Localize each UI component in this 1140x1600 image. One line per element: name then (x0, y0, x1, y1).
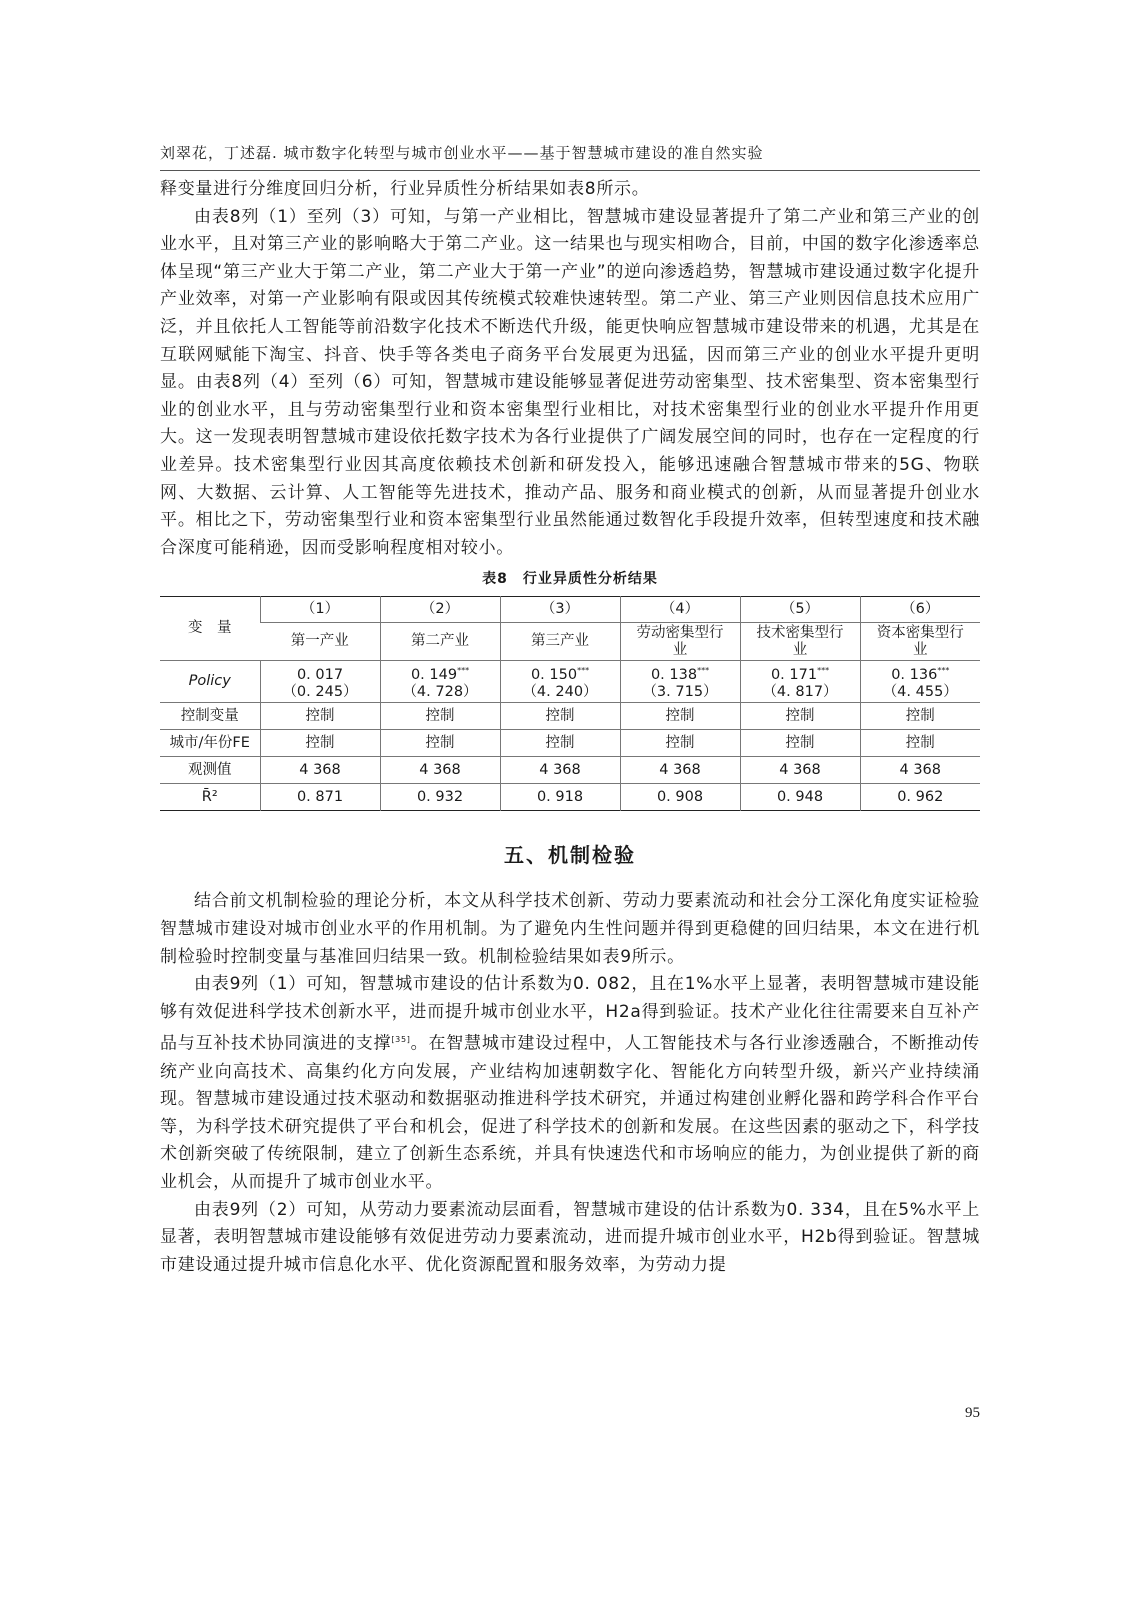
table-cell: 4 368 (740, 757, 860, 784)
table-cell: 4 368 (620, 757, 740, 784)
policy-cell (860, 661, 980, 703)
paragraph-h2a (160, 971, 980, 1196)
table-cell: 4 368 (500, 757, 620, 784)
table-caption: 表8 行业异质性分析结果 (482, 571, 658, 588)
table-cell: 4 368 (860, 757, 980, 784)
table-cell: 控制 (740, 703, 860, 730)
sig: *** (457, 666, 470, 676)
variable-header: 变 量 (188, 620, 232, 637)
coef: 0. 150 (530, 667, 578, 684)
table-cell: 0. 908 (620, 784, 740, 811)
t-stat: （4. 817） (762, 684, 838, 701)
table-cell: 4 368 (380, 757, 500, 784)
table-cell: 控制 (500, 703, 620, 730)
row-label: 城市/年份FE (169, 734, 250, 751)
col-num: （6） (860, 597, 980, 623)
table-cell: 控制 (740, 730, 860, 757)
col-num: （2） (380, 597, 500, 623)
row-label: 观测值 (188, 761, 232, 778)
t-stat: （4. 728） (402, 684, 478, 701)
page-number: 95 (965, 1405, 980, 1421)
table-row (160, 703, 980, 730)
section-title: 五、机制检验 (504, 843, 636, 868)
results-table (160, 596, 980, 811)
col-name: 第三产业 (500, 623, 620, 661)
policy-label: Policy (188, 673, 231, 690)
row-label: 控制变量 (180, 707, 239, 724)
col-name: 资本密集型行业 (860, 623, 980, 661)
sig: *** (697, 666, 710, 676)
paragraph-text: 由表9列（1）可知，智慧城市建设的估计系数为0. 082，且在1%水平上显著，表明智慧城市建设能够有效促进科学技术创新水平，进而提升城市创业水平，H2a得到验证。技术产业化往往需要来自互补产品与互补技术协同演进的支撑 (160, 974, 980, 1054)
col-num: （4） (620, 597, 740, 623)
page-body (160, 176, 980, 1279)
table-cell: 控制 (860, 730, 980, 757)
paragraph: 由表8列（1）至列（3）可知，与第一产业相比，智慧城市建设显著提升了第二产业和第三产业的创业水平，且对第三产业的影响略大于第二产业。这一结果也与现实相吻合，目前，中国的数字化渗透率总体呈现“第三产业大于第二产业，第二产业大于第一产业”的逆向渗透趋势，智慧城市建设通过数字化提升产业效率，对第一产业影响有限或因其传统模式较难快速转型。第二产业、第三产业则因信息技术应用广泛，并且依托人工智能等前沿数字化技术不断迭代升级，能更快响应智慧城市建设带来的机遇，尤其是在互联网赋能下淘宝、抖音、快手等各类电子商务平台发展更为迅猛，因而第三产业的创业水平提升更明显。由表8列（4）至列（6）可知，智慧城市建设能够显著促进劳动密集型、技术密集型、资本密集型行业的创业水平，且与劳动密集型行业和资本密集型行业相比，对技术密集型行业的创业水平提升作用更大。这一发现表明智慧城市建设依托数字技术为各行业提供了广阔发展空间的同时，也存在一定程度的行业差异。技术密集型行业因其高度依赖技术创新和研发投入，能够迅速融合智慧城市带来的5G、物联网、大数据、云计算、人工智能等先进技术，推动产品、服务和商业模式的创新，从而显著提升创业水平。相比之下，劳动密集型行业和资本密集型行业虽然能通过数智化手段提升效率，但转型速度和技术融合深度可能稍逊，因而受影响程度相对较小。 (160, 206, 980, 558)
col-num: （3） (500, 597, 620, 623)
citation-ref: [35] (391, 1035, 411, 1045)
table-row (160, 730, 980, 757)
coef: 0. 136 (891, 667, 938, 684)
table-cell: 0. 948 (740, 784, 860, 811)
table-cell: 控制 (380, 703, 500, 730)
table-row (160, 597, 980, 623)
paragraph: 由表9列（2）可知，从劳动力要素流动层面看，智慧城市建设的估计系数为0. 334，且在5%水平上显著，表明智慧城市建设能够有效促进劳动力要素流动，进而提升城市创业水平，H2b得到验证。智慧城市建设通过提升城市信息化水平、优化资源配置和服务效率，为劳动力提 (160, 1199, 980, 1275)
table-cell: 控制 (260, 730, 380, 757)
table-row (160, 784, 980, 811)
policy-cell (740, 661, 860, 703)
policy-cell (620, 661, 740, 703)
coef: 0. 017 (296, 667, 344, 684)
table-row (160, 623, 980, 661)
sig: *** (937, 666, 950, 676)
coef: 0. 138 (650, 667, 698, 684)
t-stat: （4. 455） (882, 684, 958, 701)
table-cell: 0. 871 (260, 784, 380, 811)
table-cell: 控制 (620, 703, 740, 730)
table-cell: 控制 (500, 730, 620, 757)
coef: 0. 149 (410, 667, 458, 684)
policy-cell (380, 661, 500, 703)
paragraph: 结合前文机制检验的理论分析，本文从科学技术创新、劳动力要素流动和社会分工深化角度实证检验智慧城市建设对城市创业水平的作用机制。为了避免内生性问题并得到更稳健的回归结果，本文在进行机制检验时控制变量与基准回归结果一致。机制检验结果如表9所示。 (160, 891, 980, 967)
table-cell: 控制 (260, 703, 380, 730)
t-stat: （3. 715） (642, 684, 718, 701)
col-name: 劳动密集型行业 (620, 623, 740, 661)
col-num: （1） (260, 597, 380, 623)
policy-cell (260, 661, 380, 703)
running-header: 刘翠花，丁述磊. 城市数字化转型与城市创业水平——基于智慧城市建设的准自然实验 (160, 144, 764, 162)
table-cell: 控制 (380, 730, 500, 757)
table-row (160, 757, 980, 784)
coef: 0. 171 (770, 667, 818, 684)
table-cell: 4 368 (260, 757, 380, 784)
sig: *** (577, 666, 590, 676)
col-name: 第二产业 (380, 623, 500, 661)
t-stat: （0. 245） (282, 684, 358, 701)
row-label: R̄² (201, 788, 218, 805)
paragraph: 释变量进行分维度回归分析，行业异质性分析结果如表8所示。 (160, 179, 650, 199)
table-row (160, 661, 980, 703)
col-name: 第一产业 (290, 633, 349, 650)
policy-cell (500, 661, 620, 703)
sig: *** (817, 666, 830, 676)
col-num: （5） (740, 597, 860, 623)
header-rule (160, 170, 980, 171)
table-cell: 0. 932 (380, 784, 500, 811)
table-cell: 控制 (860, 703, 980, 730)
col-name: 技术密集型行业 (740, 623, 860, 661)
paragraph-text: 。在智慧城市建设过程中，人工智能技术与各行业渗透融合，不断推动传统产业向高技术、高集约化方向发展，产业结构加速朝数字化、智能化方向转型升级，新兴产业持续涌现。智慧城市建设通过技术驱动和数据驱动推进科学技术研究，并通过构建创业孵化器和跨学科合作平台等，为科学技术研究提供了平台和机会，促进了科学技术的创新和发展。在这些因素的驱动之下，科学技术创新突破了传统限制，建立了创新生态系统，并具有快速迭代和市场响应的能力，为创业提供了新的商业机会，从而提升了城市创业水平。 (160, 1033, 980, 1192)
t-stat: （4. 240） (522, 684, 598, 701)
table-cell: 控制 (620, 730, 740, 757)
table-cell: 0. 918 (500, 784, 620, 811)
table-cell: 0. 962 (860, 784, 980, 811)
